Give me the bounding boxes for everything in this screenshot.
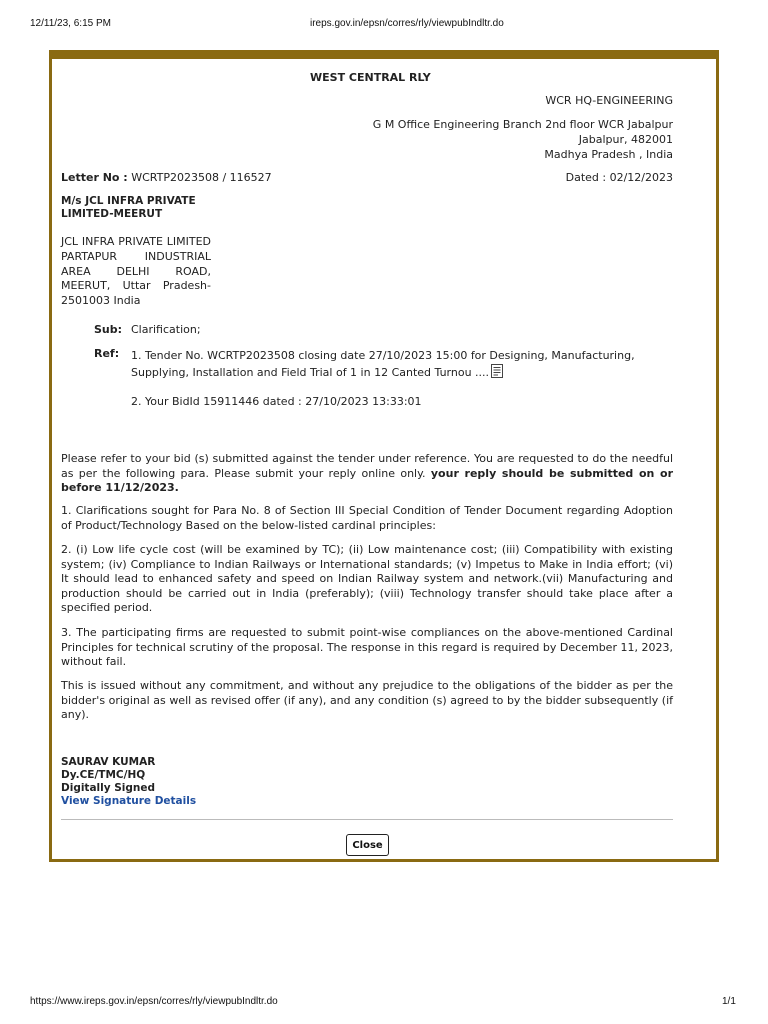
office-address-line: Jabalpur, 482001 xyxy=(578,133,673,146)
office-address-line: G M Office Engineering Branch 2nd floor WCR Jabalpur xyxy=(372,118,673,131)
recipient-name: M/s JCL INFRA PRIVATE xyxy=(61,195,196,207)
office-address-line: Madhya Pradesh , India xyxy=(544,148,673,161)
signatory-designation: Dy.CE/TMC/HQ xyxy=(61,769,146,781)
ref-tender: 1. Tender No. WCRTP2023508 closing date 27/10/2023 15:00 for Designing, Manufacturing, xyxy=(131,349,635,362)
letter-date: Dated : 02/12/2023 xyxy=(565,171,673,184)
subject: Clarification; xyxy=(131,323,201,336)
print-page-number: 1/1 xyxy=(722,996,736,1007)
letter-no-value: WCRTP2023508 / 116527 xyxy=(131,171,272,184)
document-icon[interactable] xyxy=(491,364,503,378)
para-cardinal-principles: 2. (i) Low life cycle cost (will be examined by TC); (ii) Low maintenance cost; (iii) Compatibility with existing system; (iv) Compliance to Indian Railways or International standards; (v) Impetus to Make in India effort; (vi) It should lead to enhanced safety and speed on Indian Railway system and network.(vii) Manufacturing and production should be carried out in India (preferably); (viii) Technology transfer should take place after a specified period. xyxy=(61,543,673,615)
dept-name: WCR HQ-ENGINEERING xyxy=(545,94,673,107)
ref-bid: 2. Your BidId 15911446 dated : 27/10/2023 13:33:01 xyxy=(131,395,422,408)
signatory-name: SAURAV KUMAR xyxy=(61,756,156,768)
ref-tender-desc: Supplying, Installation and Field Trial of 1 in 12 Canted Turnou .... xyxy=(131,366,490,379)
recipient-name: LIMITED-MEERUT xyxy=(61,208,163,220)
signed-status: Digitally Signed xyxy=(61,782,156,794)
org-title: WEST CENTRAL RLY xyxy=(310,71,431,84)
intro-text: Please refer to your bid (s) submitted against the tender under reference. You are requested to do the needful as per the following para. Please submit your reply online only. xyxy=(61,452,673,480)
print-datetime: 12/11/23, 6:15 PM xyxy=(30,18,111,29)
intro-paragraph xyxy=(61,452,673,496)
reply-deadline: your reply should be submitted on or before 11/12/2023. xyxy=(61,466,673,495)
sub-label: Sub: xyxy=(94,323,123,336)
divider xyxy=(61,819,673,820)
letter-number xyxy=(61,171,272,185)
letter-no-label: Letter No : xyxy=(61,171,128,184)
close-button[interactable]: Close xyxy=(346,834,389,856)
para-clarification: 1. Clarifications sought for Para No. 8 of Section III Special Condition of Tender Document regarding Adoption of Product/Technology Based on the below-listed cardinal principles: xyxy=(61,504,673,532)
view-signature-link[interactable]: View Signature Details xyxy=(61,795,197,807)
recipient-address: JCL INFRA PRIVATE LIMITED PARTAPUR INDUSTRIAL AREA DELHI ROAD, MEERUT, Uttar Pradesh-2501003 India xyxy=(61,235,211,308)
para-compliance: 3. The participating firms are requested to submit point-wise compliances on the above-mentioned Cardinal Principles for technical scrutiny of the proposal. The response in this regard is required by December 11, 2023, without fail. xyxy=(61,626,673,669)
print-footer-url: https://www.ireps.gov.in/epsn/corres/rly/viewpubIndltr.do xyxy=(30,996,278,1007)
letter-panel xyxy=(49,50,719,862)
ref-label: Ref: xyxy=(94,347,120,360)
print-url: ireps.gov.in/epsn/corres/rly/viewpubIndltr.do xyxy=(310,18,504,29)
para-disclaimer: This is issued without any commitment, and without any prejudice to the obligations of the bidder as per the bidder's original as well as revised offer (if any), and any condition (s) agreed to by the bidder subsequently (if any). xyxy=(61,679,673,722)
ref-tender-cont xyxy=(131,364,503,380)
